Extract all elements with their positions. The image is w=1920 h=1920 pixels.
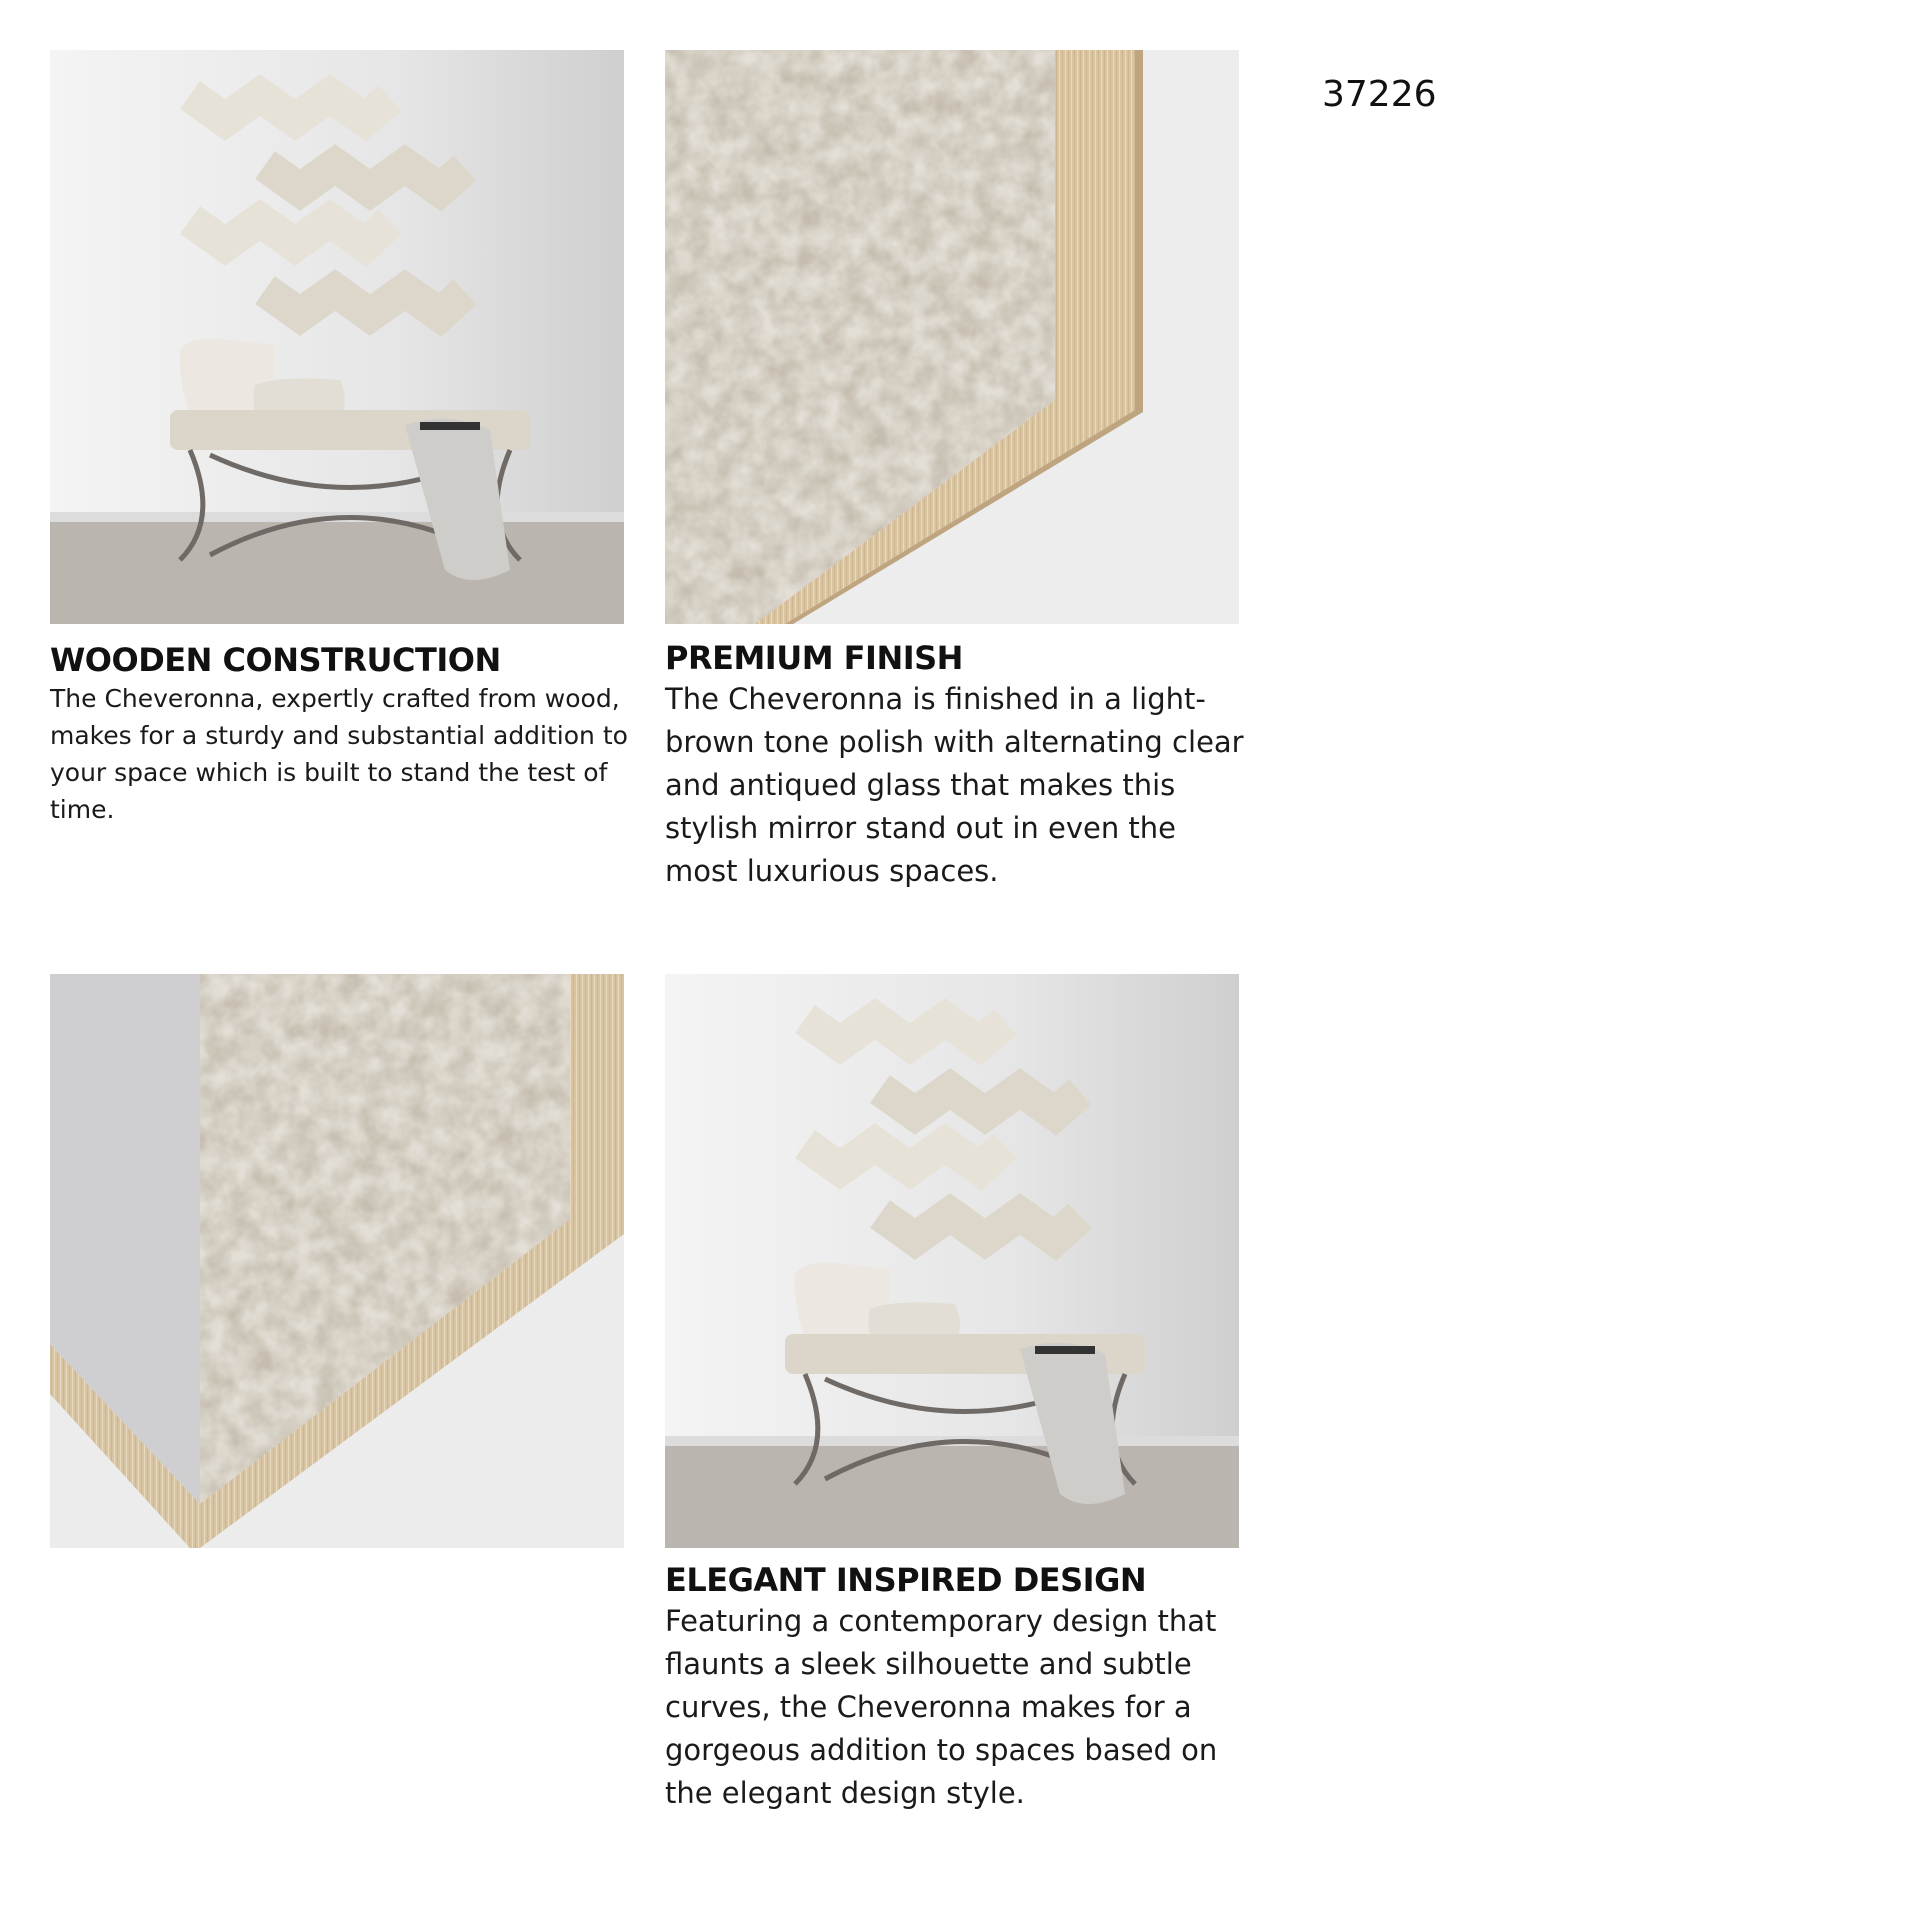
photo-room-scene-2 — [665, 974, 1239, 1548]
feature-body: The Cheveronna is finished in a light-brown tone polish with alternating clear and antiqued glass that makes this stylish mirror stand out in even the most luxurious spaces. — [665, 682, 1244, 888]
feature-wooden-construction — [50, 640, 630, 828]
room-scene-2-illustration — [665, 974, 1239, 1548]
feature-heading: WOODEN CONSTRUCTION — [50, 641, 501, 679]
glass-detail-illustration — [665, 50, 1239, 624]
feature-heading: ELEGANT INSPIRED DESIGN — [665, 1561, 1147, 1599]
photo-edge-detail — [50, 974, 624, 1548]
product-sku: 37226 — [1322, 74, 1437, 115]
feature-body: The Cheveronna, expertly crafted from wood, makes for a sturdy and substantial addition to your space which is built to stand the test of time. — [50, 684, 628, 824]
room-scene-illustration — [50, 50, 624, 624]
feature-premium-finish — [665, 638, 1245, 893]
edge-detail-illustration — [50, 974, 624, 1548]
photo-glass-detail — [665, 50, 1239, 624]
feature-elegant-design — [665, 1560, 1245, 1815]
feature-body: Featuring a contemporary design that flaunts a sleek silhouette and subtle curves, the Cheveronna makes for a gorgeous addition to spaces based on the elegant design style. — [665, 1604, 1218, 1810]
photo-room-scene — [50, 50, 624, 624]
feature-heading: PREMIUM FINISH — [665, 639, 963, 677]
